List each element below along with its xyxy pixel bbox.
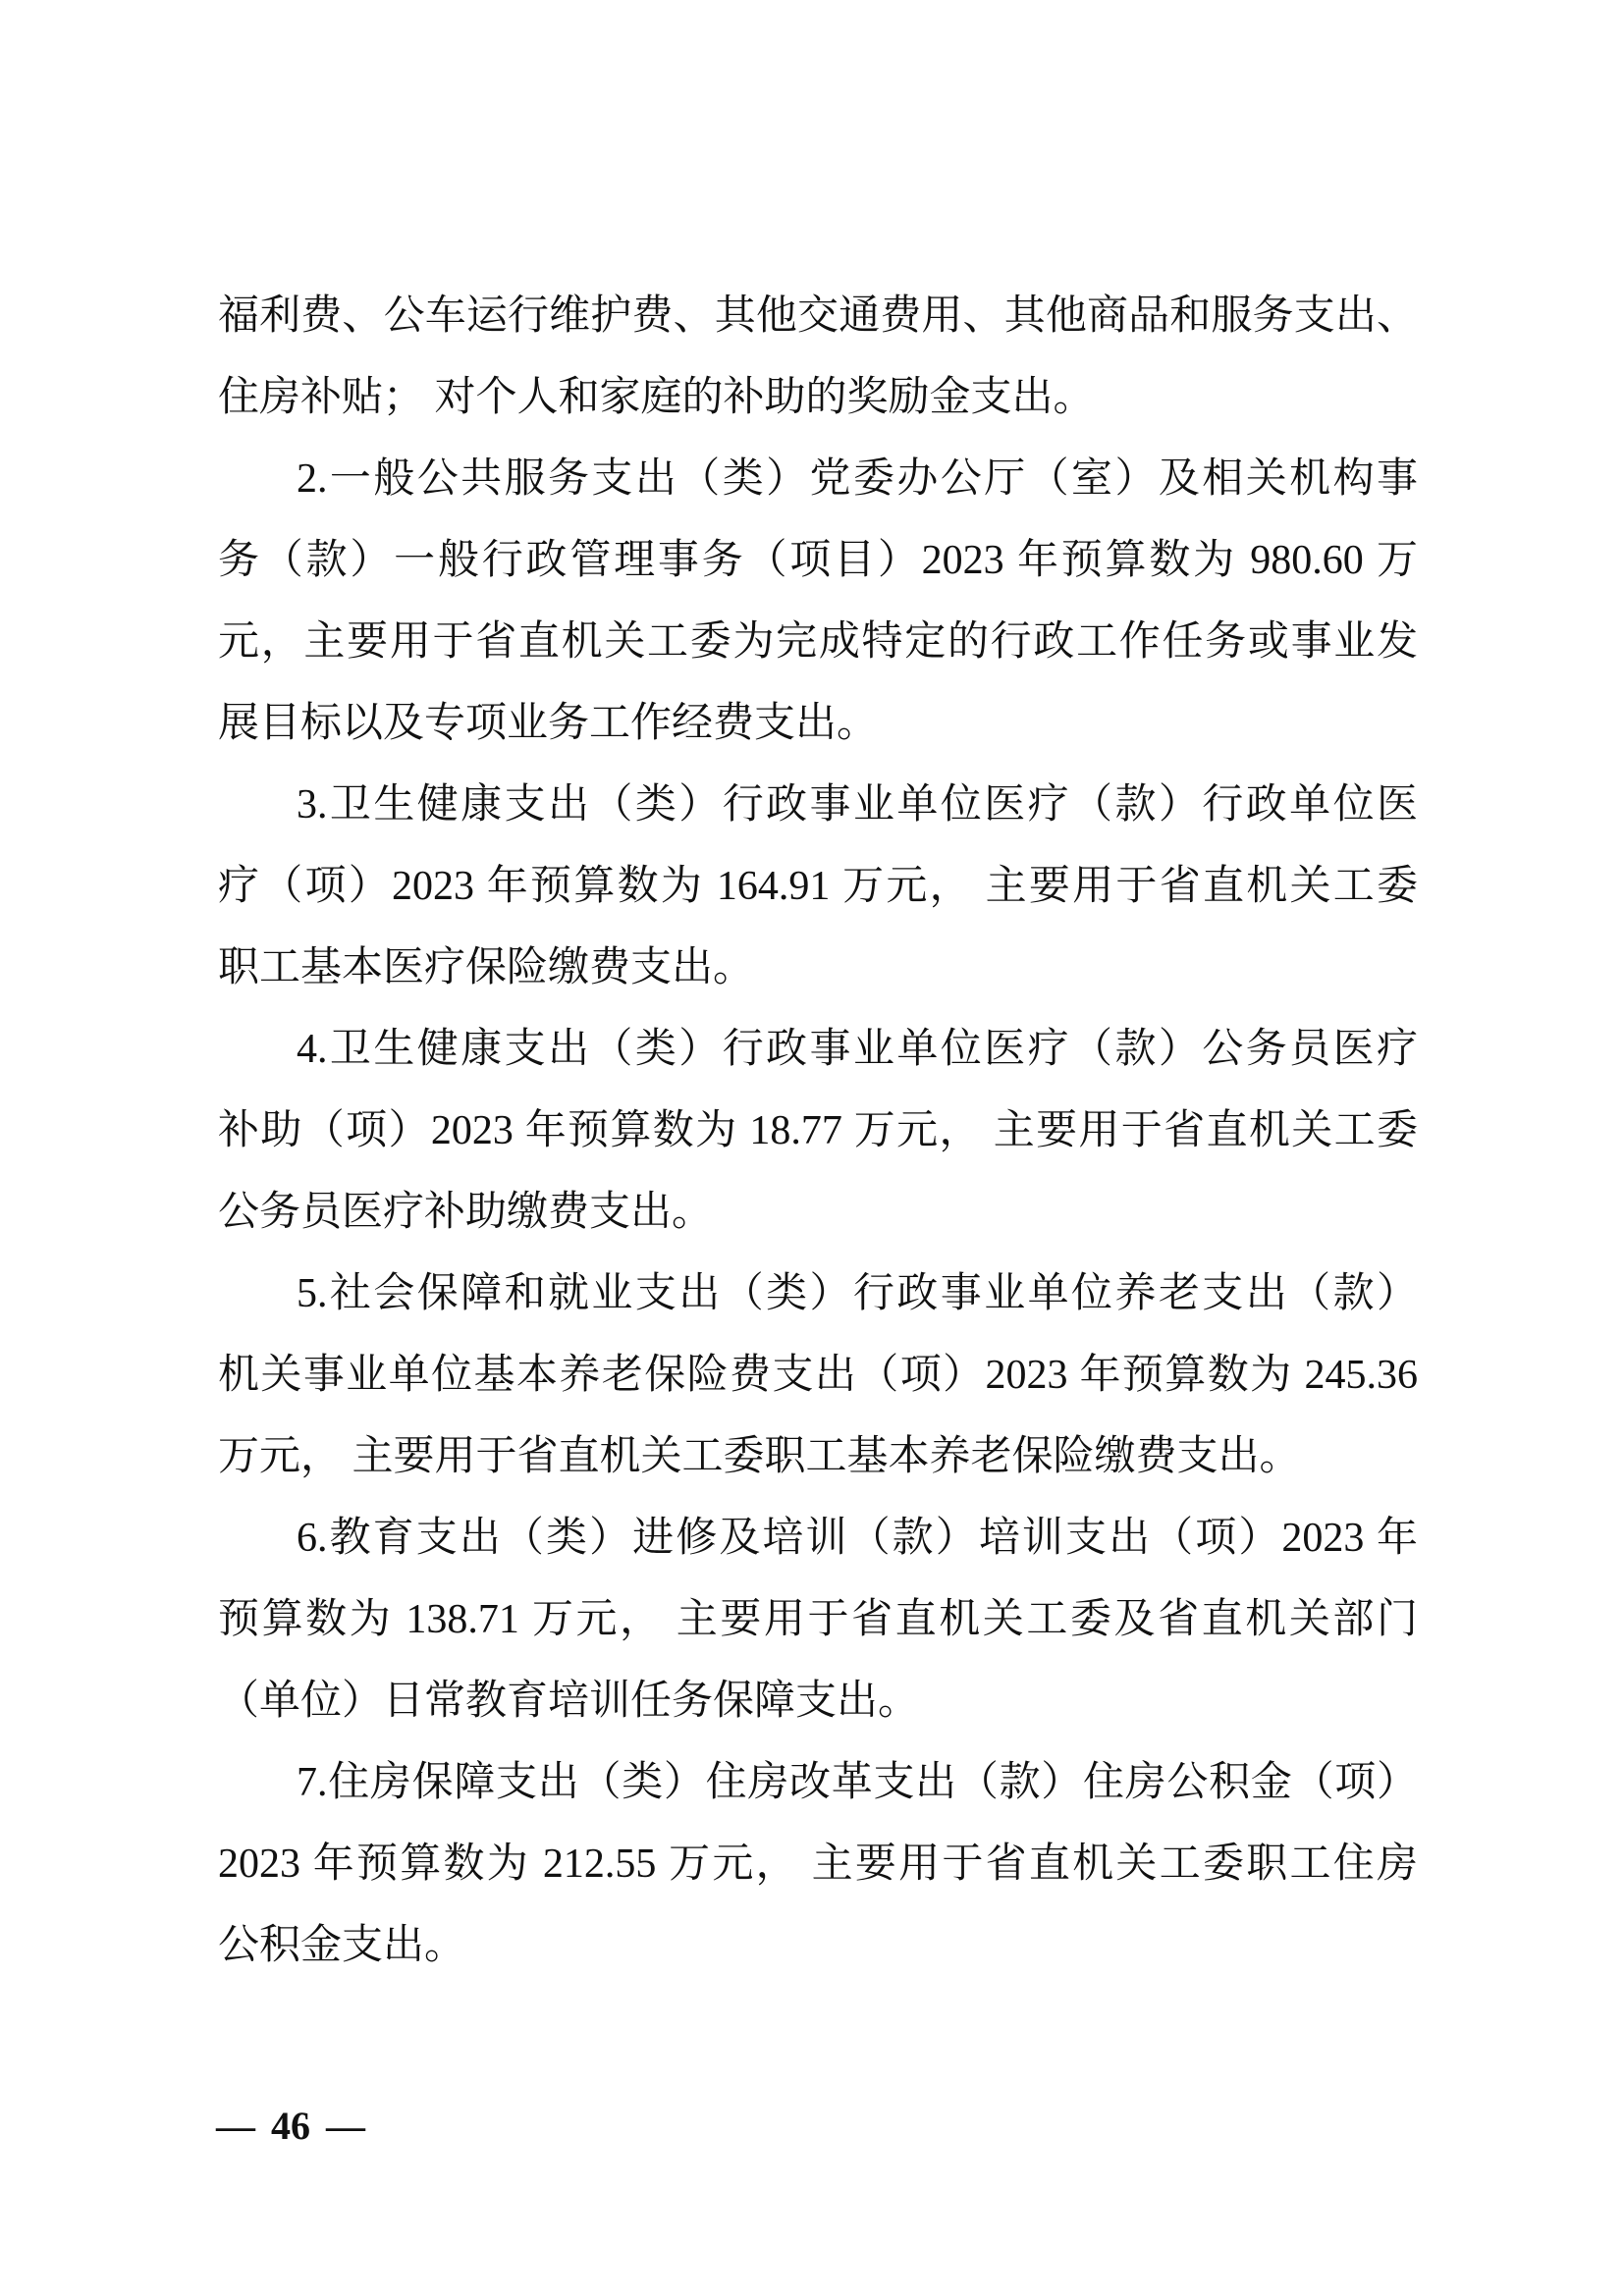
paragraph-item-5-line-2: 机关事业单位基本养老保险费支出（项）2023 年预算数为 245.36 xyxy=(218,1353,1418,1398)
paragraph-continuation-line-1: 福利费、公车运行维护费、其他交通费用、其他商品和服务支出、 xyxy=(218,294,1418,339)
paragraph-item-7-line-2: 2023 年预算数为 212.55 万元， 主要用于省直机关工委职工住房 xyxy=(218,1842,1418,1887)
paragraph-item-2-line-2: 务（款）一般行政管理事务（项目）2023 年预算数为 980.60 万 xyxy=(218,538,1418,583)
page-number-left-dash: — xyxy=(216,2104,255,2148)
document-body xyxy=(218,276,1418,1987)
page-number xyxy=(216,2103,365,2150)
paragraph-continuation-line-2: 住房补贴； 对个人和家庭的补助的奖励金支出。 xyxy=(218,375,1095,420)
page-number-right-dash: — xyxy=(326,2104,365,2148)
paragraph-item-5 xyxy=(218,1254,1418,1498)
paragraph-item-4-line-1: 4.卫生健康支出（类）行政事业单位医疗（款）公务员医疗 xyxy=(297,1027,1418,1072)
paragraph-item-7 xyxy=(218,1742,1418,1987)
paragraph-item-2-line-4: 展目标以及专项业务工作经费支出。 xyxy=(218,701,879,746)
paragraph-item-6 xyxy=(218,1498,1418,1742)
paragraph-item-6-line-2: 预算数为 138.71 万元， 主要用于省直机关工委及省直机关部门 xyxy=(218,1597,1418,1642)
paragraph-item-4-line-2: 补助（项）2023 年预算数为 18.77 万元， 主要用于省直机关工委 xyxy=(218,1108,1418,1153)
paragraph-item-2-line-1: 2.一般公共服务支出（类）党委办公厅（室）及相关机构事 xyxy=(297,456,1418,502)
paragraph-item-3-line-3: 职工基本医疗保险缴费支出。 xyxy=(218,945,755,990)
paragraph-item-3-line-1: 3.卫生健康支出（类）行政事业单位医疗（款）行政单位医 xyxy=(297,782,1418,828)
paragraph-continuation xyxy=(218,276,1418,439)
paragraph-item-7-line-1: 7.住房保障支出（类）住房改革支出（款）住房公积金（项） xyxy=(297,1760,1418,1805)
paragraph-item-5-line-1: 5.社会保障和就业支出（类）行政事业单位养老支出（款） xyxy=(297,1271,1418,1316)
paragraph-item-6-line-3: （单位）日常教育培训任务保障支出。 xyxy=(218,1679,920,1724)
paragraph-item-3-line-2: 疗（项）2023 年预算数为 164.91 万元， 主要用于省直机关工委 xyxy=(218,864,1418,909)
paragraph-item-4 xyxy=(218,1009,1418,1254)
paragraph-item-6-line-1: 6.教育支出（类）进修及培训（款）培训支出（项）2023 年 xyxy=(297,1516,1418,1561)
paragraph-item-5-line-3: 万元， 主要用于省直机关工委职工基本养老保险缴费支出。 xyxy=(218,1434,1301,1479)
paragraph-item-3 xyxy=(218,765,1418,1009)
paragraph-item-4-line-3: 公务员医疗补助缴费支出。 xyxy=(218,1190,714,1235)
paragraph-item-2 xyxy=(218,439,1418,765)
paragraph-item-7-line-3: 公积金支出。 xyxy=(218,1923,466,1968)
page-number-value: 46 xyxy=(271,2104,310,2148)
paragraph-item-2-line-3: 元，主要用于省直机关工委为完成特定的行政工作任务或事业发 xyxy=(218,619,1418,665)
